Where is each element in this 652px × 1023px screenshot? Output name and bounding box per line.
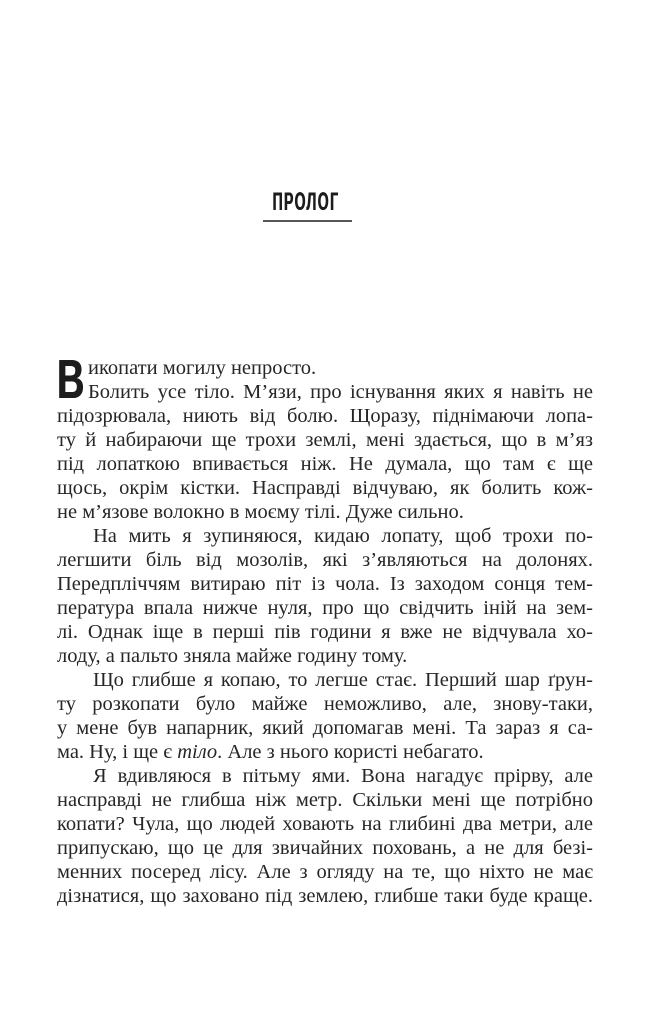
text-line: Що глибше я копаю, то легше стає. Перший шар ґрун- bbox=[93, 669, 593, 691]
text-line: легшити біль від мозолів, які з’являються на долонях. bbox=[57, 549, 593, 571]
text-line: пература впала нижче нуля, про що свідчить іній на зем- bbox=[57, 597, 593, 619]
paragraph bbox=[57, 668, 593, 764]
text-line: икопати могилу непросто. bbox=[88, 357, 317, 379]
text-line: дізнатися, що заховано під землею, глибше таки буде краще. bbox=[57, 885, 593, 907]
text-line: На мить я зупиняюся, кидаю лопату, щоб трохи по- bbox=[93, 525, 593, 547]
chapter-title bbox=[246, 190, 365, 215]
text-line bbox=[57, 740, 593, 764]
text-line: лі. Однак іще в перші пів години я вже не відчувала хо- bbox=[57, 621, 593, 643]
italic-text: тіло bbox=[177, 741, 218, 763]
title-underline-rule bbox=[263, 220, 352, 222]
text-line: ту й набираючи ще трохи землі, мені здається, що в м’яз bbox=[57, 429, 593, 451]
drop-cap-letter: В bbox=[57, 348, 85, 410]
text-line: у мене був напарник, який допомагав мені. Та зараз я са- bbox=[57, 717, 593, 739]
text-line: під лопаткою впивається ніж. Не думала, що там є ще bbox=[57, 453, 593, 475]
text-line: підозрювала, ниють від болю. Щоразу, піднімаючи лопа- bbox=[57, 405, 593, 427]
text-line: не м’язове волокно в моєму тілі. Дуже сильно. bbox=[57, 501, 464, 523]
text-line: щось, окрім кістки. Насправді відчуваю, як болить кож- bbox=[57, 477, 593, 499]
text-line: Болить усе тіло. М’язи, про існування яких я навіть не bbox=[88, 381, 593, 403]
text-line: ту розкопати було майже неможливо, але, знову-таки, bbox=[57, 693, 593, 715]
text-line: копати? Чула, що людей ховають на глибині два метри, але bbox=[57, 813, 593, 835]
paragraph bbox=[57, 356, 593, 524]
text-line: лоду, а пальто зняла майже годину тому. bbox=[57, 645, 408, 667]
paragraph bbox=[57, 764, 593, 908]
chapter-title-text: ПРОЛОГ bbox=[272, 188, 340, 216]
text-line: Передпліччям витираю піт із чола. Із заходом сонця тем- bbox=[57, 573, 593, 595]
text-line: припускаю, що це для звичайних поховань, а не для безі- bbox=[57, 837, 593, 859]
paragraph bbox=[57, 524, 593, 668]
text-line: менних посеред лісу. Але з огляду на те, що ніхто не має bbox=[57, 861, 593, 883]
text-segment: ма. Ну, і ще є bbox=[57, 741, 178, 763]
text-segment: . Але з нього користі небагато. bbox=[217, 741, 484, 763]
text-block bbox=[57, 356, 593, 908]
text-line: насправді не глибша ніж метр. Скільки мені ще потрібно bbox=[57, 789, 593, 811]
text-line: Я вдивляюся в пітьму ями. Вона нагадує прірву, але bbox=[93, 765, 593, 787]
